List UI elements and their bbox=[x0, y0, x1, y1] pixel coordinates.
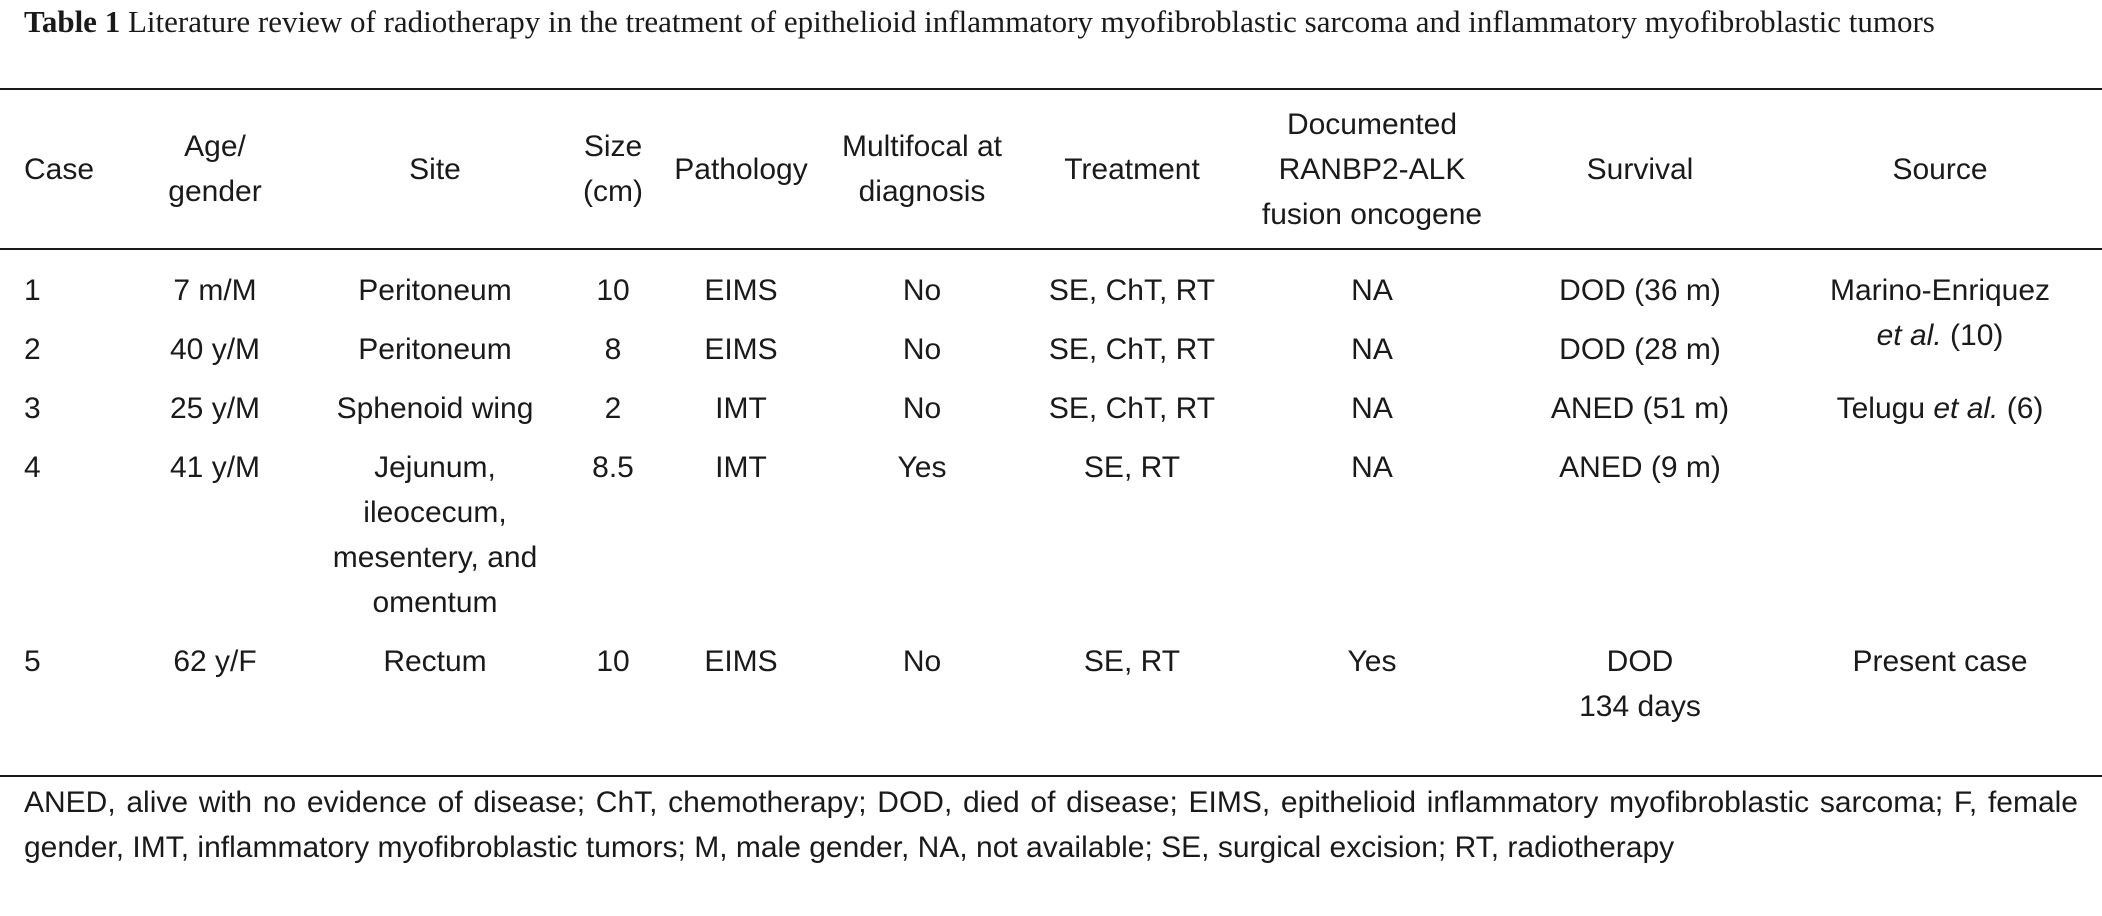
cell-text: 2 bbox=[604, 392, 622, 425]
cell-text: SE, ChT, RT bbox=[1048, 274, 1216, 307]
cell-text: Yes bbox=[1347, 645, 1397, 678]
source-reference: (10) bbox=[1950, 319, 2004, 352]
cell-text: 2 bbox=[24, 333, 41, 366]
column-header bbox=[304, 90, 566, 249]
table-cell bbox=[0, 313, 126, 372]
column-header-line: (cm) bbox=[583, 175, 643, 208]
table-cell bbox=[1242, 431, 1502, 625]
table-cell bbox=[1242, 313, 1502, 372]
column-header-line: Pathology bbox=[674, 152, 808, 186]
cell-text: omentum bbox=[372, 586, 498, 619]
cell-text: DOD (36 m) bbox=[1559, 274, 1721, 307]
table-cell bbox=[126, 431, 304, 625]
source-author: Marino-Enriquez bbox=[1829, 274, 2051, 307]
table-cell bbox=[1502, 249, 1778, 313]
table-row bbox=[0, 431, 2102, 625]
column-header-line: Survival bbox=[1586, 152, 1694, 186]
table-cell bbox=[1022, 625, 1242, 729]
cell-text: IMT bbox=[715, 451, 767, 484]
cell-text: Jejunum, bbox=[374, 451, 496, 484]
cell-text: ANED (9 m) bbox=[1559, 451, 1721, 484]
table-cell bbox=[660, 313, 822, 372]
source-cell bbox=[1778, 372, 2102, 431]
table-cell bbox=[1022, 249, 1242, 313]
cell-text: NA bbox=[1351, 274, 1393, 307]
cell-text: 25 y/M bbox=[169, 392, 261, 425]
column-header bbox=[822, 90, 1022, 249]
table-row bbox=[0, 625, 2102, 729]
column-header bbox=[0, 90, 126, 249]
table-cell bbox=[126, 372, 304, 431]
cell-text: 8 bbox=[604, 333, 622, 366]
cell-text: Peritoneum bbox=[358, 333, 512, 366]
cell-text: ileocecum, bbox=[363, 496, 507, 529]
source-cell-empty bbox=[1778, 431, 2102, 625]
column-header bbox=[660, 90, 822, 249]
table-cell bbox=[126, 313, 304, 372]
cell-text: EIMS bbox=[704, 333, 778, 366]
cell-text: NA bbox=[1351, 451, 1393, 484]
cell-text: 1 bbox=[24, 274, 41, 307]
table-cell bbox=[126, 249, 304, 313]
cell-text: No bbox=[902, 392, 942, 425]
cell-text: 10 bbox=[596, 645, 630, 678]
cell-text: 3 bbox=[24, 392, 41, 425]
table-cell bbox=[660, 249, 822, 313]
cell-text: 4 bbox=[24, 451, 41, 484]
column-header-line: Size bbox=[583, 130, 643, 163]
column-header-line: Age/ bbox=[184, 130, 246, 163]
table-cell bbox=[0, 431, 126, 625]
table-cell bbox=[304, 313, 566, 372]
cell-text: 10 bbox=[596, 274, 630, 307]
table-cell bbox=[660, 431, 822, 625]
table-cell bbox=[126, 625, 304, 729]
cell-text: SE, RT bbox=[1083, 645, 1181, 678]
table-cell bbox=[822, 431, 1022, 625]
column-header-line: Case bbox=[24, 152, 95, 186]
cell-text: 5 bbox=[24, 645, 41, 678]
table-footnote: ANED, alive with no evidence of disease; ChT, chemotherapy; DOD, died of disease; EIMS, epithelioid inflammatory myofibroblastic sarcoma; F, female gender, IMT, inflammatory myofibroblastic tumors; M, male gender, NA, not available; SE, surgical excision; RT, radiotherapy bbox=[24, 786, 2078, 864]
column-header bbox=[1502, 90, 1778, 249]
column-header-line: Site bbox=[409, 152, 461, 186]
column-header-line: diagnosis bbox=[858, 175, 986, 208]
cell-text: Present case bbox=[1852, 645, 2028, 678]
cell-text: SE, RT bbox=[1083, 451, 1181, 484]
column-header bbox=[1778, 90, 2102, 249]
column-header bbox=[566, 90, 660, 249]
cell-text: Peritoneum bbox=[358, 274, 512, 307]
table-cell bbox=[1502, 313, 1778, 372]
cell-text: Sphenoid wing bbox=[336, 392, 534, 425]
table-body bbox=[0, 249, 2102, 729]
table-cell bbox=[822, 372, 1022, 431]
source-etal: et al. bbox=[1933, 392, 1999, 425]
cell-text: ANED (51 m) bbox=[1550, 392, 1730, 425]
cell-text: Rectum bbox=[383, 645, 487, 678]
cell-text: No bbox=[902, 333, 942, 366]
source-cell bbox=[1778, 249, 2102, 372]
cell-text: NA bbox=[1351, 392, 1393, 425]
column-header-line: RANBP2-ALK bbox=[1278, 152, 1466, 186]
source-etal: et al. bbox=[1876, 319, 1942, 352]
table-cell bbox=[0, 372, 126, 431]
cell-text: 7 m/M bbox=[173, 274, 257, 307]
cell-text: SE, ChT, RT bbox=[1048, 392, 1216, 425]
table-cell bbox=[566, 431, 660, 625]
table-header bbox=[0, 90, 2102, 249]
table-cell bbox=[1242, 249, 1502, 313]
source-author: Telugu bbox=[1836, 392, 1925, 425]
table-cell bbox=[1242, 372, 1502, 431]
table-cell bbox=[1778, 625, 2102, 729]
table-row bbox=[0, 372, 2102, 431]
table-bottom-rule bbox=[0, 775, 2102, 777]
literature-review-table bbox=[0, 90, 2102, 729]
table-cell bbox=[1242, 625, 1502, 729]
cell-text: Yes bbox=[897, 451, 947, 484]
cell-text: mesentery, and bbox=[332, 541, 538, 574]
table-cell bbox=[1022, 313, 1242, 372]
column-header-line: fusion oncogene bbox=[1261, 197, 1483, 231]
table-cell bbox=[0, 249, 126, 313]
cell-text: No bbox=[902, 645, 942, 678]
table-cell bbox=[304, 249, 566, 313]
column-header bbox=[1022, 90, 1242, 249]
table-caption bbox=[24, 0, 2084, 44]
cell-text: No bbox=[902, 274, 942, 307]
column-header-line: Source bbox=[1892, 152, 1988, 186]
table-cell bbox=[1502, 431, 1778, 625]
table-row bbox=[0, 249, 2102, 313]
table-cell bbox=[304, 431, 566, 625]
cell-text: NA bbox=[1351, 333, 1393, 366]
table-cell bbox=[0, 625, 126, 729]
table-cell bbox=[1022, 372, 1242, 431]
table-header-row bbox=[0, 90, 2102, 249]
table-cell bbox=[660, 372, 822, 431]
cell-text: DOD (28 m) bbox=[1559, 333, 1721, 366]
table-cell bbox=[566, 372, 660, 431]
table-cell bbox=[304, 625, 566, 729]
cell-text: EIMS bbox=[704, 274, 778, 307]
cell-text: 41 y/M bbox=[169, 451, 261, 484]
cell-text: EIMS bbox=[704, 645, 778, 678]
cell-text: 8.5 bbox=[592, 451, 634, 484]
table-cell bbox=[304, 372, 566, 431]
table-cell bbox=[822, 625, 1022, 729]
cell-text: 62 y/F bbox=[173, 645, 257, 678]
table-cell bbox=[822, 249, 1022, 313]
column-header-line: Multifocal at bbox=[841, 130, 1003, 163]
table-cell bbox=[1502, 372, 1778, 431]
column-header-line: Documented bbox=[1286, 107, 1458, 141]
table-cell bbox=[1022, 431, 1242, 625]
cell-text: SE, ChT, RT bbox=[1048, 333, 1216, 366]
cell-text: 134 days bbox=[1579, 690, 1701, 723]
column-header-line: gender bbox=[168, 175, 262, 208]
column-header-line: Treatment bbox=[1064, 152, 1200, 186]
table-cell bbox=[660, 625, 822, 729]
table-cell bbox=[566, 625, 660, 729]
table-caption-label: Table 1 bbox=[24, 4, 121, 39]
table-cell bbox=[566, 313, 660, 372]
cell-text: IMT bbox=[715, 392, 767, 425]
table-cell bbox=[822, 313, 1022, 372]
source-reference: (6) bbox=[2006, 392, 2044, 425]
table-caption-text: Literature review of radiotherapy in the treatment of epithelioid inflammatory myofibroblastic sarcoma and inflammatory myofibroblastic tumors bbox=[127, 4, 1935, 39]
column-header bbox=[126, 90, 304, 249]
cell-text: 40 y/M bbox=[169, 333, 261, 366]
table-cell bbox=[566, 249, 660, 313]
column-header bbox=[1242, 90, 1502, 249]
cell-text: DOD bbox=[1606, 645, 1674, 678]
table-cell bbox=[1502, 625, 1778, 729]
